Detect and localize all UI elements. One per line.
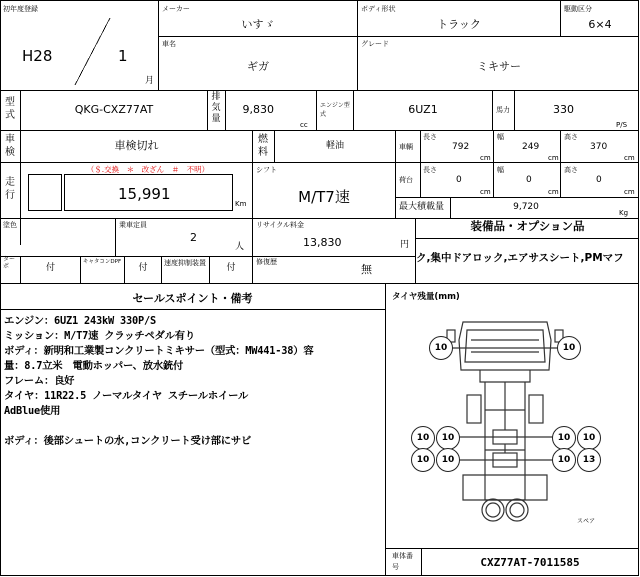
tire-rear2-right-inner: 10 (552, 448, 576, 472)
shift-label: シフト (256, 166, 277, 174)
vehicle-height-label: 高さ (564, 133, 578, 141)
repair-value: 無 (361, 263, 372, 276)
tire-rear2-left-inner: 10 (436, 448, 460, 472)
truck-chassis-diagram (385, 300, 639, 548)
spare-label: スペア (577, 518, 596, 525)
displacement-unit: cc (300, 121, 308, 129)
mileage-unit: Km (235, 200, 247, 208)
speed-limiter-label: 速度抑制装置 (164, 259, 206, 267)
note-line: ボディ：新明和工業製コンクリートミキサー（型式：MW441-38）容 (4, 345, 314, 357)
horsepower-unit: P/S (616, 121, 628, 129)
speed-limiter-value: 付 (226, 263, 236, 273)
model-value: QKG-CXZ77AT (74, 103, 154, 116)
car-name-value: ギガ (247, 60, 269, 73)
note-line: AdBlue使用 (4, 405, 61, 417)
tire-rear2-left-outer: 10 (411, 448, 435, 472)
note-line (4, 419, 382, 434)
first-reg-label: 初年度登録 (3, 5, 38, 13)
note-line: フレーム：良好 (4, 375, 75, 387)
equipment-label: 装備品・オプション品 (470, 219, 585, 233)
cargo-width-value: 0 (526, 175, 532, 185)
first-reg-month: 1 (118, 47, 128, 65)
cargo-length-label: 長さ (423, 166, 437, 174)
tire-rear1-right-outer: 10 (577, 426, 601, 450)
vehicle-height-unit: cm (624, 154, 635, 162)
turbo-label: ターボ (3, 256, 16, 270)
catalyst-label: キャタコンDPF (82, 259, 122, 265)
inspection-value: 車検切れ (114, 139, 159, 152)
fuel-label: 燃料 (258, 134, 268, 158)
chassis-value: CXZ77AT-7011585 (480, 556, 580, 569)
recycle-value: 13,830 (303, 236, 342, 249)
capacity-value: 2 (190, 231, 197, 244)
mileage-warning: （＄.交換 ＊ 改ざん ＃ 不明） (86, 165, 210, 174)
note-line: エンジン：6UZ1 243kW 330P/S (4, 315, 156, 327)
note-line: ボディ：後部シュートの水,コンクリート受け部にサビ (4, 435, 252, 447)
vehicle-length-label: 長さ (423, 133, 437, 141)
car-name-label: 車名 (162, 40, 176, 48)
color-label: 塗色 (3, 221, 17, 229)
cargo-length-value: 0 (456, 175, 462, 185)
horsepower-value: 330 (553, 103, 574, 116)
vehicle-width-unit: cm (548, 154, 559, 162)
inspection-label: 車検 (5, 134, 15, 158)
tire-rear1-left-outer: 10 (411, 426, 435, 450)
body-type-label: ボディ形状 (361, 5, 396, 13)
tire-front-left: 10 (429, 336, 453, 360)
first-reg-month-unit: 月 (145, 76, 155, 86)
vehicle-length-unit: cm (480, 154, 491, 162)
max-load-unit: Kg (619, 209, 629, 217)
drive-value: 6×4 (588, 18, 612, 31)
note-line: ミッション：M/T7速 クラッチペダル有り (4, 330, 195, 342)
sales-points-notes (4, 314, 382, 449)
recycle-unit: 円 (400, 240, 410, 250)
engine-model-label: エンジン型式 (320, 102, 350, 118)
cargo-height-unit: cm (624, 188, 635, 196)
shift-value: M/T7速 (298, 188, 350, 206)
tire-rear1-left-inner: 10 (436, 426, 460, 450)
cargo-length-unit: cm (480, 188, 491, 196)
tire-rear1-right-inner: 10 (552, 426, 576, 450)
vehicle-dims-label: 車輌 (399, 143, 413, 151)
body-type-value: トラック (437, 18, 481, 31)
vehicle-length-value: 792 (452, 142, 470, 152)
max-load-value: 9,720 (513, 202, 539, 212)
grade-value: ミキサー (477, 60, 521, 73)
vehicle-height-value: 370 (590, 142, 608, 152)
cargo-height-value: 0 (596, 175, 602, 185)
displacement-value: 9,830 (242, 103, 274, 116)
max-load-label: 最大積載量 (399, 202, 445, 212)
catalyst-value: 付 (138, 263, 148, 273)
cargo-width-unit: cm (548, 188, 559, 196)
first-reg-year: H28 (22, 47, 53, 65)
displacement-label: 排気量 (211, 92, 221, 124)
tire-diagram-title: タイヤ残量(mm) (392, 292, 460, 302)
maker-label: メーカー (162, 5, 190, 13)
tire-rear2-right-outer: 13 (577, 448, 601, 472)
turbo-value: 付 (45, 263, 55, 273)
horsepower-label: 馬力 (496, 106, 510, 114)
model-label: 型式 (5, 97, 15, 121)
engine-model-value: 6UZ1 (408, 103, 438, 116)
cargo-height-label: 高さ (564, 166, 578, 174)
mileage-label: 走行 (5, 177, 15, 201)
note-line: タイヤ：11R22.5 ノーマルタイヤ スチールホイール (4, 390, 249, 402)
drive-label: 駆動区分 (564, 5, 592, 13)
capacity-label: 乗車定員 (119, 221, 147, 229)
cargo-width-label: 幅 (497, 166, 504, 174)
capacity-unit: 人 (235, 242, 245, 252)
chassis-label: 車体番号 (392, 552, 413, 571)
mileage-value: 15,991 (118, 185, 171, 203)
grade-label: グレード (361, 40, 389, 48)
repair-label: 修復歴 (256, 258, 277, 266)
cargo-dims-label: 荷台 (399, 176, 413, 184)
fuel-value: 軽油 (325, 141, 344, 151)
vehicle-width-label: 幅 (497, 133, 504, 141)
sales-points-title: セールスポイント・備考 (132, 292, 253, 305)
equipment-value: ク,集中ドアロック,エアサスシート,PMマフ (416, 252, 624, 264)
recycle-label: リサイクル料金 (256, 221, 305, 229)
vehicle-width-value: 249 (522, 142, 540, 152)
tire-front-right: 10 (557, 336, 581, 360)
maker-value: いすゞ (241, 18, 275, 31)
note-line: 量：8.7立米 電動ホッパー、放水銃付 (4, 360, 184, 372)
